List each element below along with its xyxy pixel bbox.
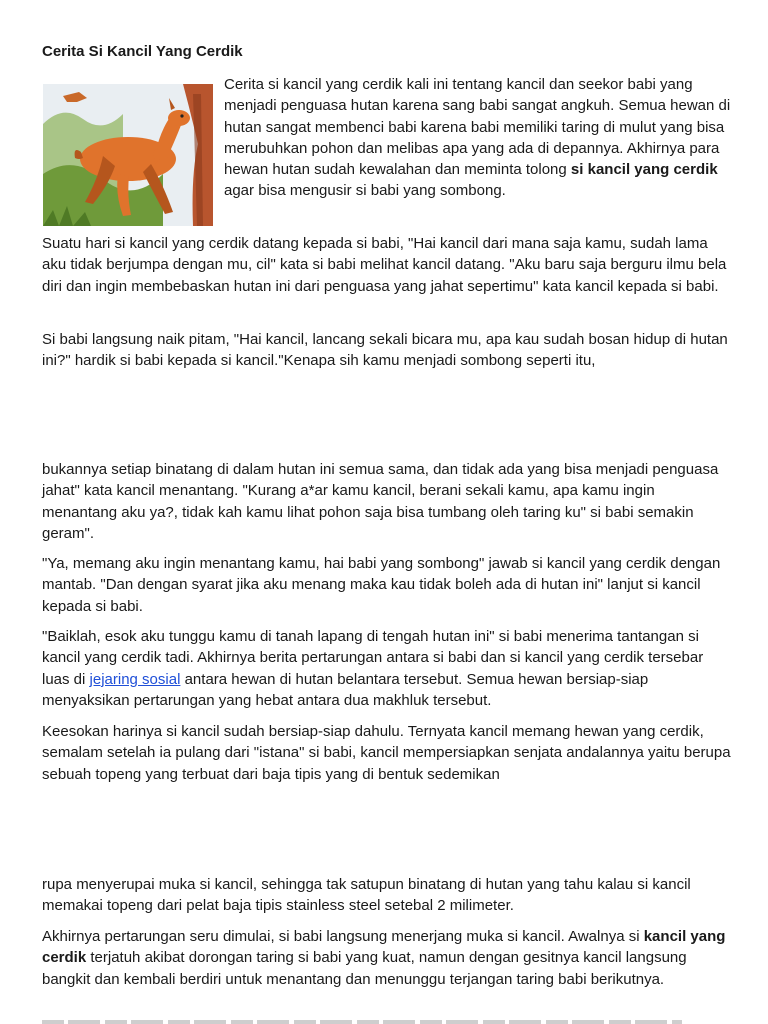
paragraph-5-text-2: antara hewan di hutan belantara tersebut. Semua hewan bersiap-siap menyaksikan pertarungan yang hebat antara dua makhluk tersebut.: [42, 670, 649, 709]
paragraph-5: [42, 626, 732, 711]
paragraph-8-text-2: terjatuh akibat dorongan taring si babi yang kuat, namun dengan gesitnya kancil langsung bangkit dan kembali berdiri untuk menantang dan menunggu terjangan taring babi berikutnya.: [42, 949, 687, 988]
cut-off-text-fragment: [42, 1020, 682, 1024]
paragraph-7: rupa menyerupai muka si kancil, sehingga tak satupun binatang di hutan yang tahu kalau si kancil memakai topeng dari pelat baja tipis stainless steel setebal 2 milimeter.: [42, 876, 691, 915]
paragraph-8-bold-text: kancil yang cerdik: [42, 928, 726, 967]
paragraph-1: Suatu hari si kancil yang cerdik datang kepada si babi, "Hai kancil dari mana saja kamu, sudah lama aku tidak berjumpa dengan mu, cil" kata si babi melihat kancil datang. "Aku baru saja berguru ilmu bela diri dan ingin membebaskan hutan ini dari penguasa yang jahat sepertimu" kata kancil kepada si babi.: [42, 235, 727, 295]
paragraph-4: "Ya, memang aku ingin menantang kamu, hai babi yang sombong" jawab si kancil yang cerdik dengan mantab. "Dan dengan syarat jika aku menang maka kau tidak boleh ada di hutan ini" lanjut si kancil kepada si babi.: [42, 555, 721, 615]
document-title: Cerita Si Kancil Yang Cerdik: [42, 43, 243, 60]
intro-text-1: Cerita si kancil yang cerdik kali ini tentang kancil dan seekor babi yang menjadi penguasa hutan karena sang babi sangat angkuh. Semua hewan di hutan sangat membenci babi karena babi memiliki taring di mulut yang bisa merubuhkan pohon dan melibas apa yang ada di depannya. Akhirnya para hewan hutan sudah kewalahan dan meminta tolong: [224, 76, 731, 179]
paragraph-8-text-1: Akhirnya pertarungan seru dimulai, si babi langsung menerjang muka si kancil. Awalnya si: [42, 928, 644, 945]
jejaring-sosial-link[interactable]: jejaring sosial: [89, 670, 181, 688]
paragraph-8: [42, 926, 732, 990]
paragraph-2: Si babi langsung naik pitam, "Hai kancil, lancang sekali bicara mu, apa kau sudah bosan hidup di hutan ini?" hardik si babi kepada si kancil."Kenapa sih kamu menjadi sombong seperti itu,: [42, 331, 728, 370]
paragraph-5-text-1: "Baiklah, esok aku tunggu kamu di tanah lapang di tengah hutan ini" si babi menerima tantangan si kancil yang cerdik tadi. Akhirnya berita pertarungan antara si babi dan si kancil yang cerdik tersebar luas di: [42, 628, 704, 688]
kancil-illustration-icon: [43, 84, 213, 226]
paragraph-3: bukannya setiap binatang di dalam hutan ini semua sama, dan tidak ada yang bisa menjadi penguasa jahat" kata kancil menantang. "Kurang a*ar kamu kancil, berani sekali kamu, apa kamu ingin menantang aku ya?, tidak kah kamu lihat pohon saja bisa tumbang oleh taring ku" si babi semakin geram".: [42, 461, 719, 542]
paragraph-6: Keesokan harinya si kancil sudah bersiap-siap dahulu. Ternyata kancil memang hewan yang cerdik, semalam setelah ia pulang dari "istana" si babi, kancil mempersiapkan senjata andalannya yaitu berupa sebuah topeng yang terbuat dari baja tipis yang di bentuk sedemikan: [42, 723, 731, 783]
intro-paragraph: [224, 74, 734, 202]
intro-text-2: agar bisa mengusir si babi yang sombong.: [224, 182, 506, 200]
intro-bold-text: si kancil yang cerdik: [570, 161, 718, 179]
cut-off-line: [42, 1012, 732, 1024]
